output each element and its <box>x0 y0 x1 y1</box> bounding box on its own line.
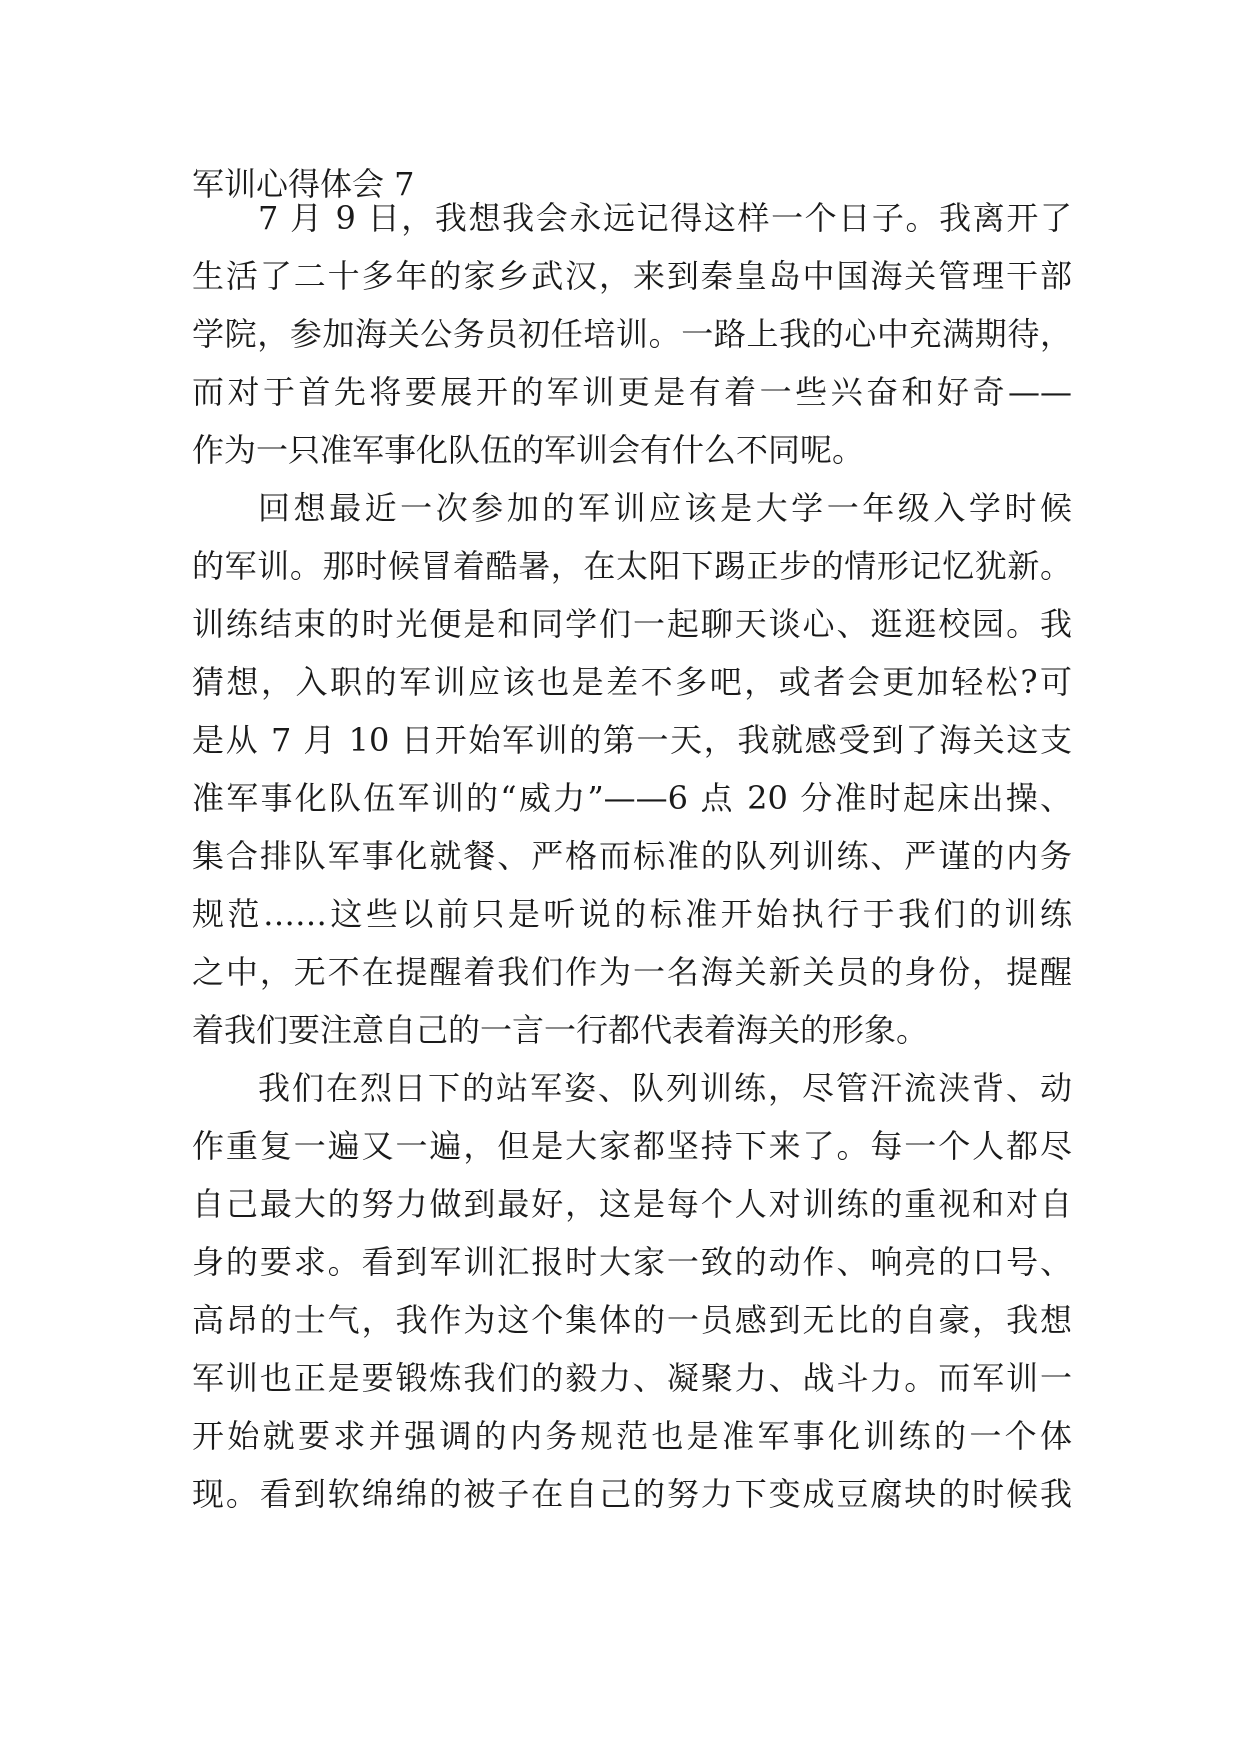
paragraph-3-line: 身的要求。看到军训汇报时大家一致的动作、响亮的口号、 <box>192 1243 1072 1281</box>
paragraph-2-line: 着我们要注意自己的一言一行都代表着海关的形象。 <box>192 1011 929 1049</box>
paragraph-2-line: 之中，无不在提醒着我们作为一名海关新关员的身份，提醒 <box>192 953 1072 991</box>
paragraph-2-line: 是从 7 月 10 日开始军训的第一天，我就感受到了海关这支 <box>192 721 1072 759</box>
paragraph-3-line: 我们在烈日下的站军姿、队列训练，尽管汗流浃背、动 <box>258 1069 1072 1107</box>
paragraph-3-line: 作重复一遍又一遍，但是大家都坚持下来了。每一个人都尽 <box>192 1127 1072 1165</box>
paragraph-3-line: 开始就要求并强调的内务规范也是准军事化训练的一个体 <box>192 1417 1072 1455</box>
paragraph-1-line: 学院，参加海关公务员初任培训。一路上我的心中充满期待， <box>192 315 1072 353</box>
paragraph-2-line: 集合排队军事化就餐、严格而标准的队列训练、严谨的内务 <box>192 837 1072 875</box>
paragraph-3-line: 现。看到软绵绵的被子在自己的努力下变成豆腐块的时候我 <box>192 1475 1072 1513</box>
paragraph-2-line: 准军事化队伍军训的“威力”——6 点 20 分准时起床出操、 <box>192 779 1072 817</box>
paragraph-2-line: 猜想，入职的军训应该也是差不多吧，或者会更加轻松?可 <box>192 663 1072 701</box>
paragraph-2-line: 训练结束的时光便是和同学们一起聊天谈心、逛逛校园。我 <box>192 605 1072 643</box>
paragraph-1-line: 作为一只准军事化队伍的军训会有什么不同呢。 <box>192 431 865 469</box>
paragraph-1-line: 而对于首先将要展开的军训更是有着一些兴奋和好奇—— <box>192 373 1072 411</box>
paragraph-1-line: 7 月 9 日，我想我会永远记得这样一个日子。我离开了 <box>258 199 1072 237</box>
paragraph-2-line: 回想最近一次参加的军训应该是大学一年级入学时候 <box>258 489 1072 527</box>
paragraph-1-line: 生活了二十多年的家乡武汉，来到秦皇岛中国海关管理干部 <box>192 257 1072 295</box>
document-title: 军训心得体会 7 <box>192 165 415 203</box>
paragraph-3-line: 高昂的士气，我作为这个集体的一员感到无比的自豪，我想 <box>192 1301 1072 1339</box>
paragraph-2-line: 的军训。那时候冒着酷暑，在太阳下踢正步的情形记忆犹新。 <box>192 547 1072 585</box>
paragraph-2-line: 规范……这些以前只是听说的标准开始执行于我们的训练 <box>192 895 1072 933</box>
paragraph-3-line: 自己最大的努力做到最好，这是每个人对训练的重视和对自 <box>192 1185 1072 1223</box>
paragraph-3-line: 军训也正是要锻炼我们的毅力、凝聚力、战斗力。而军训一 <box>192 1359 1072 1397</box>
